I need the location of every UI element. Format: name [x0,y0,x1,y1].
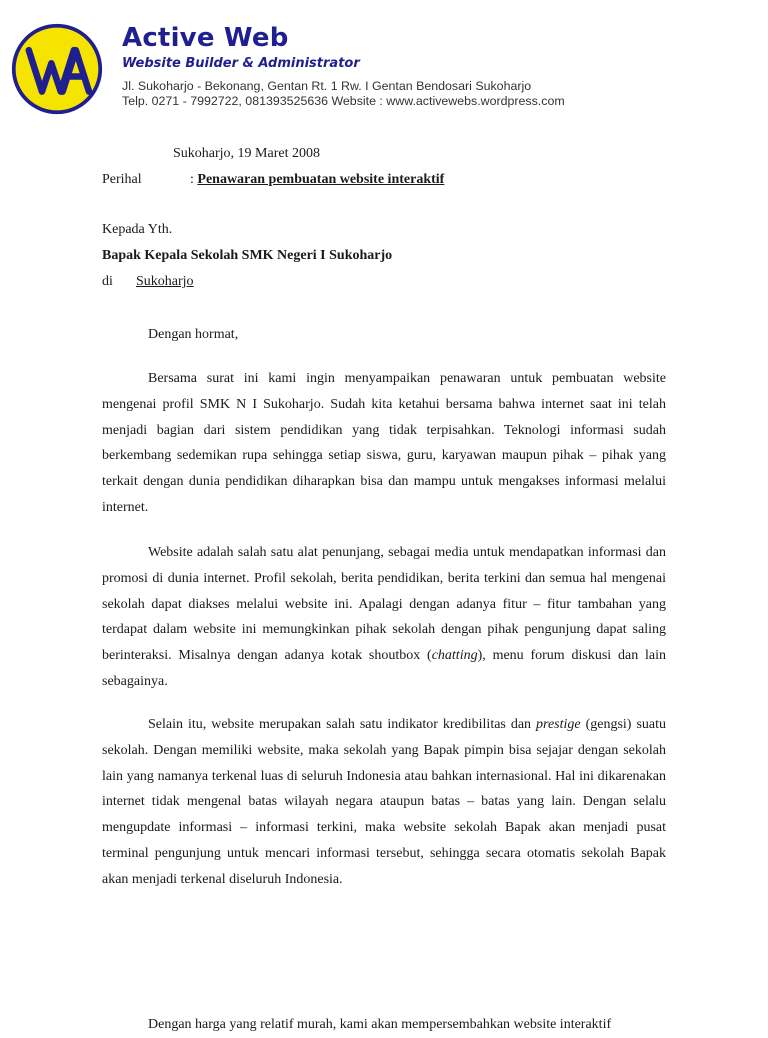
subject-separator: : [190,172,198,187]
subject-line [102,171,444,189]
company-contact: Telp. 0271 - 7992722, 081393525636 Website : www.activewebs.wordpress.com [122,94,565,108]
paragraph-2-italic: chatting [431,648,478,664]
paragraph-1: Bersama surat ini kami ingin menyampaikan penawaran untuk pembuatan website mengenai profil SMK N I Sukoharjo. Sudah kita ketahui bersama bahwa internet saat ini telah menjadi bagian dari sistem pendidikan yang tidak terpisahkan. Teknologi informasi sudah berkembang sedemikan rupa sehingga setiap siswa, guru, karyawan maupun pihak – pihak yang terkait dengan dunia pendidikan diharapkan bisa dan mampu untuk mengakses informasi melalui internet. [102,371,666,515]
subject-text: Penawaran pembuatan website interaktif [197,172,445,187]
paragraph-2-text-a: Website adalah salah satu alat penunjang, sebagai media untuk mendapatkan informasi dan promosi di dunia internet. Profil sekolah, berita pendidikan, berita terkini dan semua hal mengenai sekolah dapat diakses melalui website ini. Apalagi dengan adanya fitur – fitur tambahan yang terdapat dalam website ini memungkinkan pihak sekolah dengan pihak pengunjung dapat saling berinteraksi. Misalnya dengan adanya kotak shoutbox ( [102,545,666,664]
location-city: Sukoharjo [136,274,194,289]
paragraph-2-text-b: ), menu forum diskusi dan lain sebagainya. [102,648,666,689]
recipient-block [102,221,392,291]
active-web-logo [10,22,104,116]
greeting: Dengan hormat, [148,327,239,342]
subject-label: Perihal [102,172,142,187]
letter-date: Sukoharjo, 19 Maret 2008 [173,146,320,161]
paragraph-3-text-a: Selain itu, website merupakan salah satu indikator kredibilitas dan [148,717,537,732]
paragraph-2 [102,540,666,695]
company-block [122,22,565,109]
letterhead [0,0,768,130]
recipient-location [102,273,392,291]
recipient-intro: Kepada Yth. [102,222,173,237]
company-address: Jl. Sukoharjo - Bekonang, Gentan Rt. 1 Rw. I Gentan Bendosari Sukoharjo [122,79,532,93]
recipient-title: Bapak Kepala Sekolah SMK Negeri I Sukoharjo [102,248,393,263]
paragraph-3 [102,712,666,893]
paragraph-3-italic: prestige [536,717,581,732]
company-tagline: Website Builder & Administrator [122,56,360,71]
paragraph-3-text-b: (gengsi) suatu sekolah. Dengan memiliki website, maka sekolah yang Bapak pimpin bisa sejajar dengan sekolah lain yang namanya terkenal luas di seluruh Indonesia atau bahkan internasional. Hal ini dikarenakan internet tidak mengenal batas wilayah negara ataupun batas – batas yang lain. Dengan selalu mengupdate informasi – informasi terkini, maka website sekolah Bapak akan menjadi pusat terminal pengunjung untuk mencari informasi tersebut, sehingga secara otomatis sekolah Bapak akan menjadi terkenal diseluruh Indonesia. [102,717,666,887]
location-label: di [102,274,113,289]
company-name: Active Web [122,23,289,53]
paragraph-4: Dengan harga yang relatif murah, kami akan mempersembahkan website interaktif [148,1017,612,1032]
